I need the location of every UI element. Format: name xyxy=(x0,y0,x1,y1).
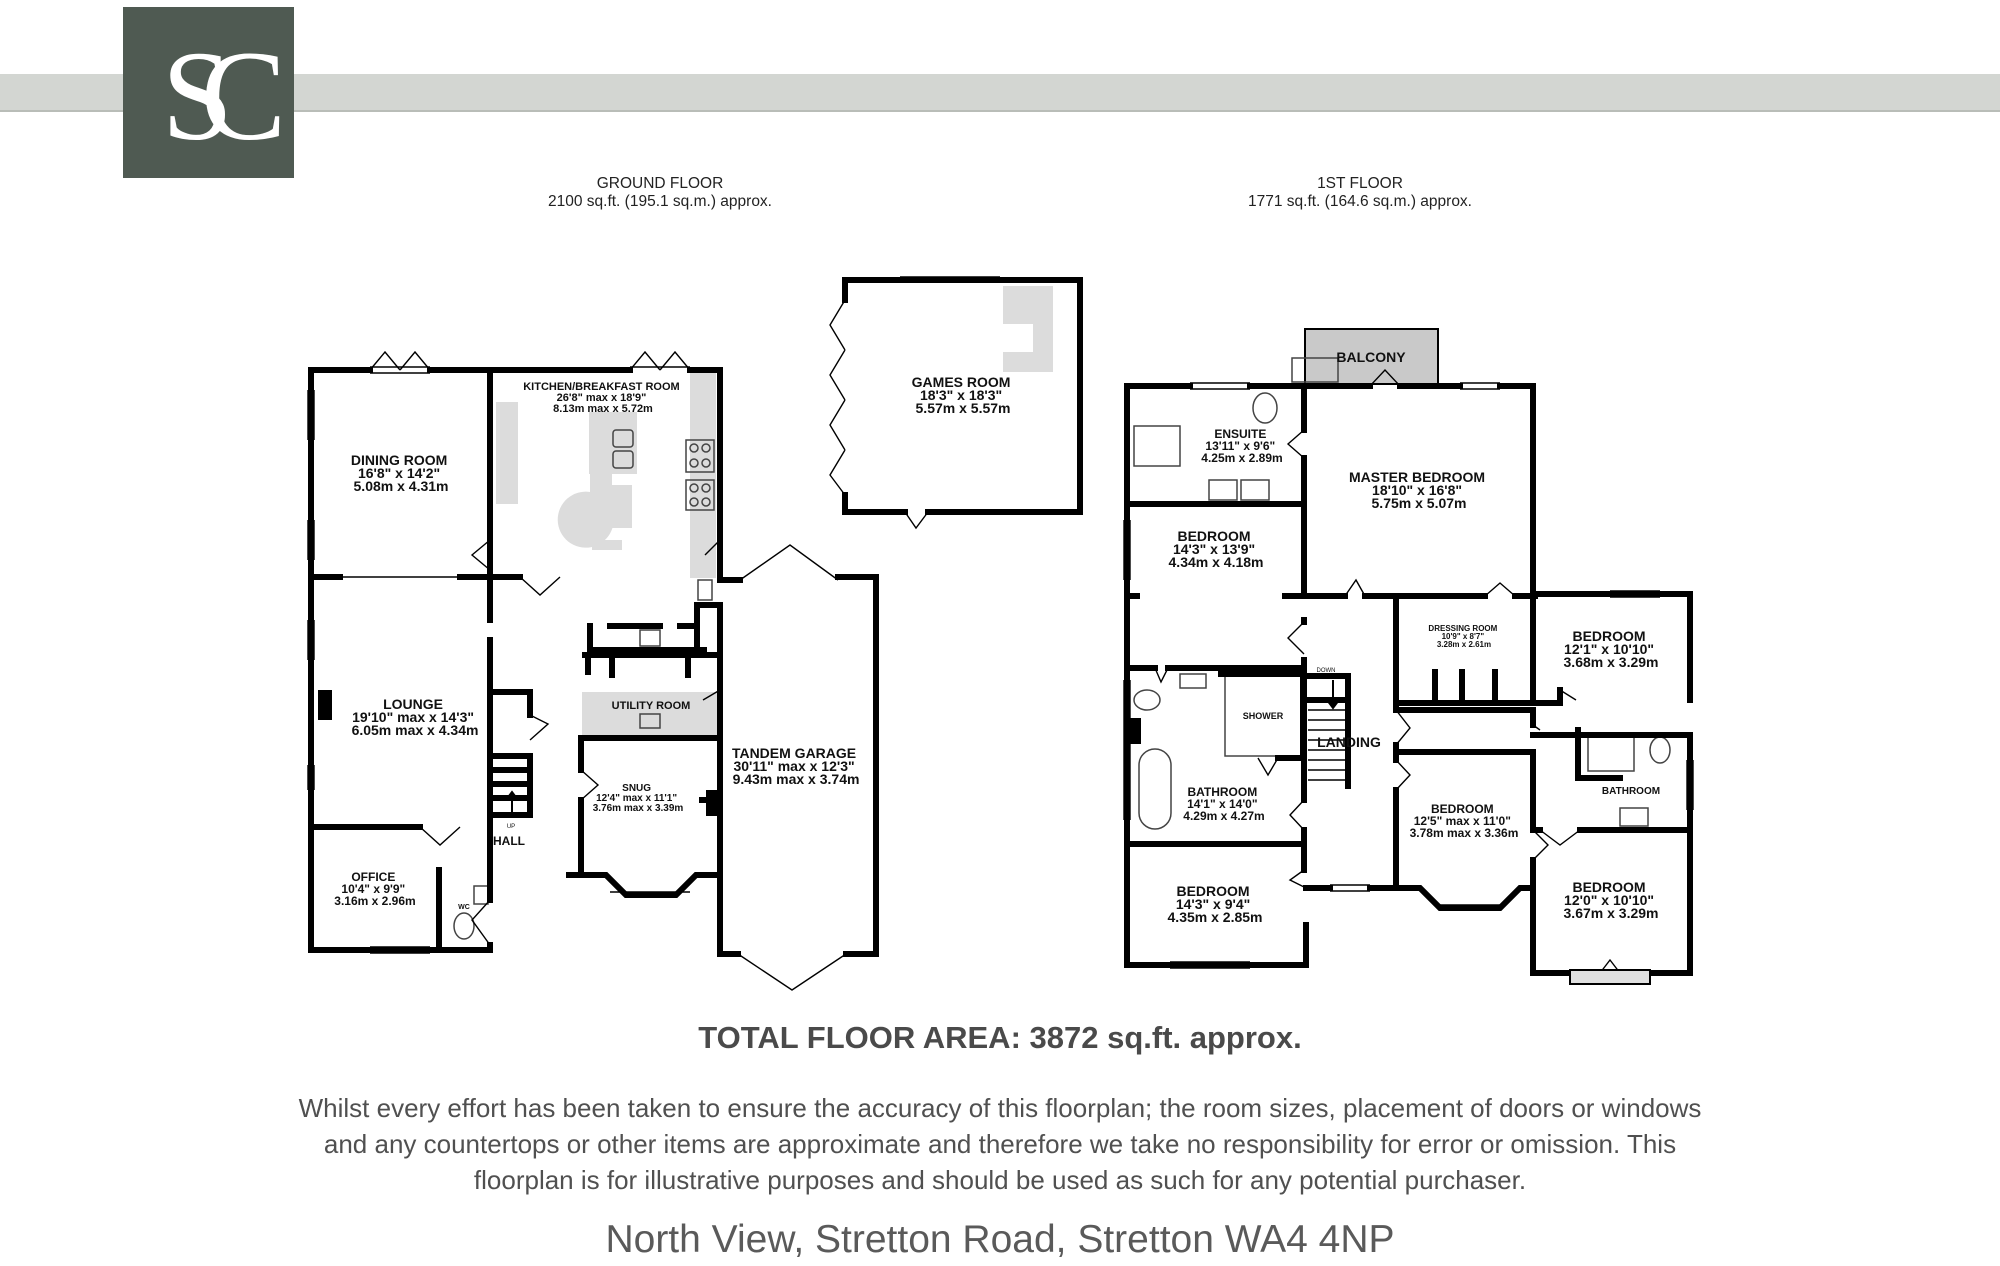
label-bedroom-e: BEDROOM 12'0" x 10'10" 3.67m x 3.29m xyxy=(1563,879,1659,921)
total-floor-area: TOTAL FLOOR AREA: 3872 sq.ft. approx. xyxy=(698,1020,1302,1055)
property-address: North View, Stretton Road, Stretton WA4 4NP xyxy=(605,1218,1395,1261)
first-floor-area: 1771 sq.ft. (164.6 sq.m.) approx. xyxy=(1247,193,1472,210)
label-wc: WC xyxy=(458,904,470,911)
label-dining-room: DINING ROOM 16'8" x 14'2" 5.08m x 4.31m xyxy=(350,452,449,494)
label-landing: LANDING xyxy=(1317,734,1381,750)
bathroom-radiator xyxy=(1129,718,1141,744)
label-bedroom-b: BEDROOM 12'1" x 10'10" 3.68m x 3.29m xyxy=(1563,628,1659,670)
label-tandem-garage: TANDEM GARAGE 30'11" max x 12'3" 9.43m max x 3.74m xyxy=(731,745,860,787)
snug-fireplace xyxy=(706,790,720,816)
label-bedroom-a: BEDROOM 14'3" x 13'9" 4.34m x 4.18m xyxy=(1168,528,1264,570)
label-utility-room: UTILITY ROOM xyxy=(611,700,691,712)
label-lounge: LOUNGE 19'10" max x 14'3" 6.05m max x 4.34m xyxy=(351,696,479,738)
label-shower: SHOWER xyxy=(1242,711,1284,721)
label-games-room: GAMES ROOM 18'3" x 18'3" 5.57m x 5.57m xyxy=(911,374,1011,416)
lounge-fireplace xyxy=(318,690,332,720)
label-ensuite: ENSUITE 13'11" x 9'6" 4.25m x 2.89m xyxy=(1201,427,1283,465)
label-snug: SNUG 12'4" max x 11'1" 3.76m max x 3.39m xyxy=(592,783,684,814)
disclaimer xyxy=(0,1090,2000,1198)
disclaimer-line: floorplan is for illustrative purposes and should be used as such for any potential purchaser. xyxy=(473,1165,1527,1195)
label-stair-up: UP xyxy=(506,824,516,830)
bay-step xyxy=(1570,970,1650,984)
ground-floor-area: 2100 sq.ft. (195.1 sq.m.) approx. xyxy=(547,193,772,210)
label-master-bedroom: MASTER BEDROOM 18'10" x 16'8" 5.75m x 5.07m xyxy=(1348,469,1486,511)
label-bathroom-small: BATHROOM xyxy=(1601,786,1661,797)
first-floor-title: 1ST FLOOR xyxy=(1317,175,1403,192)
label-bathroom-main: BATHROOM 14'1" x 14'0" 4.29m x 4.27m xyxy=(1183,785,1265,823)
label-dressing-room: DRESSING ROOM 10'9" x 8'7" 3.28m x 2.61m xyxy=(1428,624,1498,649)
logo-monogram: SC xyxy=(161,25,255,167)
first-floor-plan xyxy=(1124,329,1693,984)
label-stair-down: DOWN xyxy=(1316,668,1336,674)
stair-down-arrow xyxy=(1327,680,1339,708)
label-kitchen: KITCHEN/BREAKFAST ROOM 26'8" max x 18'9" 8.13m max x 5.72m xyxy=(523,381,680,415)
label-bedroom-c: BEDROOM 12'5" max x 11'0" 3.78m max x 3.36m xyxy=(1409,802,1519,840)
label-office: OFFICE 10'4" x 9'9" 3.16m x 2.96m xyxy=(334,870,416,908)
disclaimer-line: Whilst every effort has been taken to ensure the accuracy of this floorplan; the room sizes, placement of doors or windows xyxy=(298,1093,1702,1123)
label-balcony: BALCONY xyxy=(1336,349,1406,365)
ground-floor-title: GROUND FLOOR xyxy=(596,175,724,192)
label-bedroom-d: BEDROOM 14'3" x 9'4" 4.35m x 2.85m xyxy=(1167,883,1263,925)
ground-floor-plan xyxy=(308,277,1080,990)
disclaimer-line: and any countertops or other items are approximate and therefore we take no responsibility for error or omission. This xyxy=(323,1129,1677,1159)
label-hall: HALL xyxy=(493,834,525,848)
